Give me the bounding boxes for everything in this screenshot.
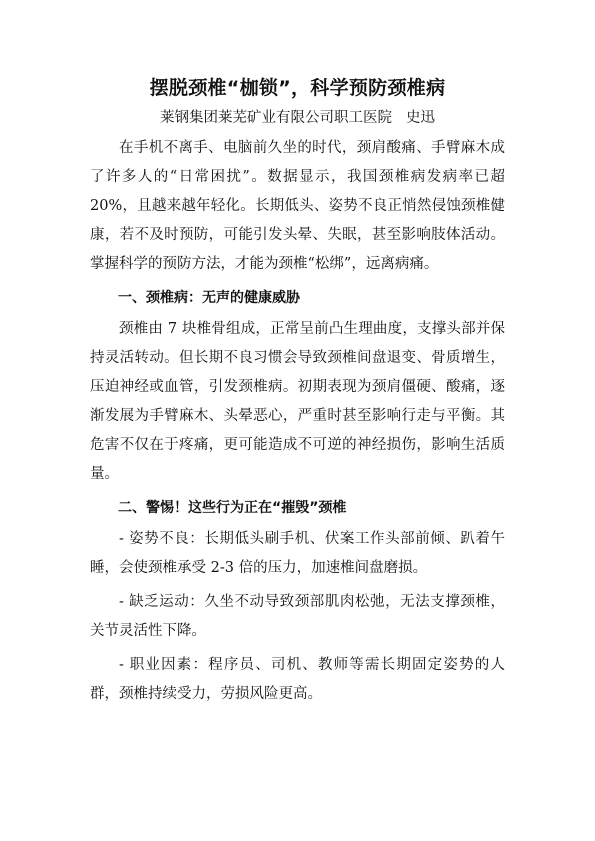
section-1-paragraph: 颈椎由 7 块椎骨组成，正常呈前凸生理曲度，支撑头部并保持灵活转动。但长期不良习惯会导致颈椎间盘退变、骨质增生，压迫神经或血管，引发颈椎病。初期表现为颈肩僵硬、酸痛，逐渐发展为手臂麻木、头晕恶心，严重时甚至影响行走与平衡。其危害不仅在于疼痛，更可能造成不可逆的神经损伤，影响生活质量。 xyxy=(90,321,505,482)
section-1-heading: 一、颈椎病：无声的健康威胁 xyxy=(118,290,300,306)
byline-author: 史迅 xyxy=(406,110,435,126)
section-2-heading: 二、警惕！这些行为正在“摧毁”颈椎 xyxy=(118,500,347,516)
list-item-exercise: - 缺乏运动：久坐不动导致颈部肌肉松弛，无法支撑颈椎，关节灵活性下降。 xyxy=(90,594,505,639)
page-title: 摆脱颈椎“枷锁”，科学预防颈椎病 xyxy=(149,77,446,99)
intro-paragraph: 在手机不离手、电脑前久坐的时代，颈肩酸痛、手臂麻木成了许多人的“日常困扰”。数据显示，我国颈椎病发病率已超20%，且越来越年轻化。长期低头、姿势不良正悄然侵蚀颈椎健康，若不及时预防，可能引发头晕、失眠，甚至影响肢体活动。掌握科学的预防方法，才能为颈椎“松绑”，远离病痛。 xyxy=(90,140,505,272)
list-item-occupation: - 职业因素：程序员、司机、教师等需长期固定姿势的人群，颈椎持续受力，劳损风险更高。 xyxy=(90,657,505,702)
list-item-posture: - 姿势不良：长期低头刷手机、伏案工作头部前倾、趴着午睡，会使颈椎承受 2-3 倍的压力，加速椎间盘磨损。 xyxy=(90,531,505,576)
byline xyxy=(90,104,505,132)
byline-organization: 莱钢集团莱芜矿业有限公司职工医院 xyxy=(160,110,392,126)
